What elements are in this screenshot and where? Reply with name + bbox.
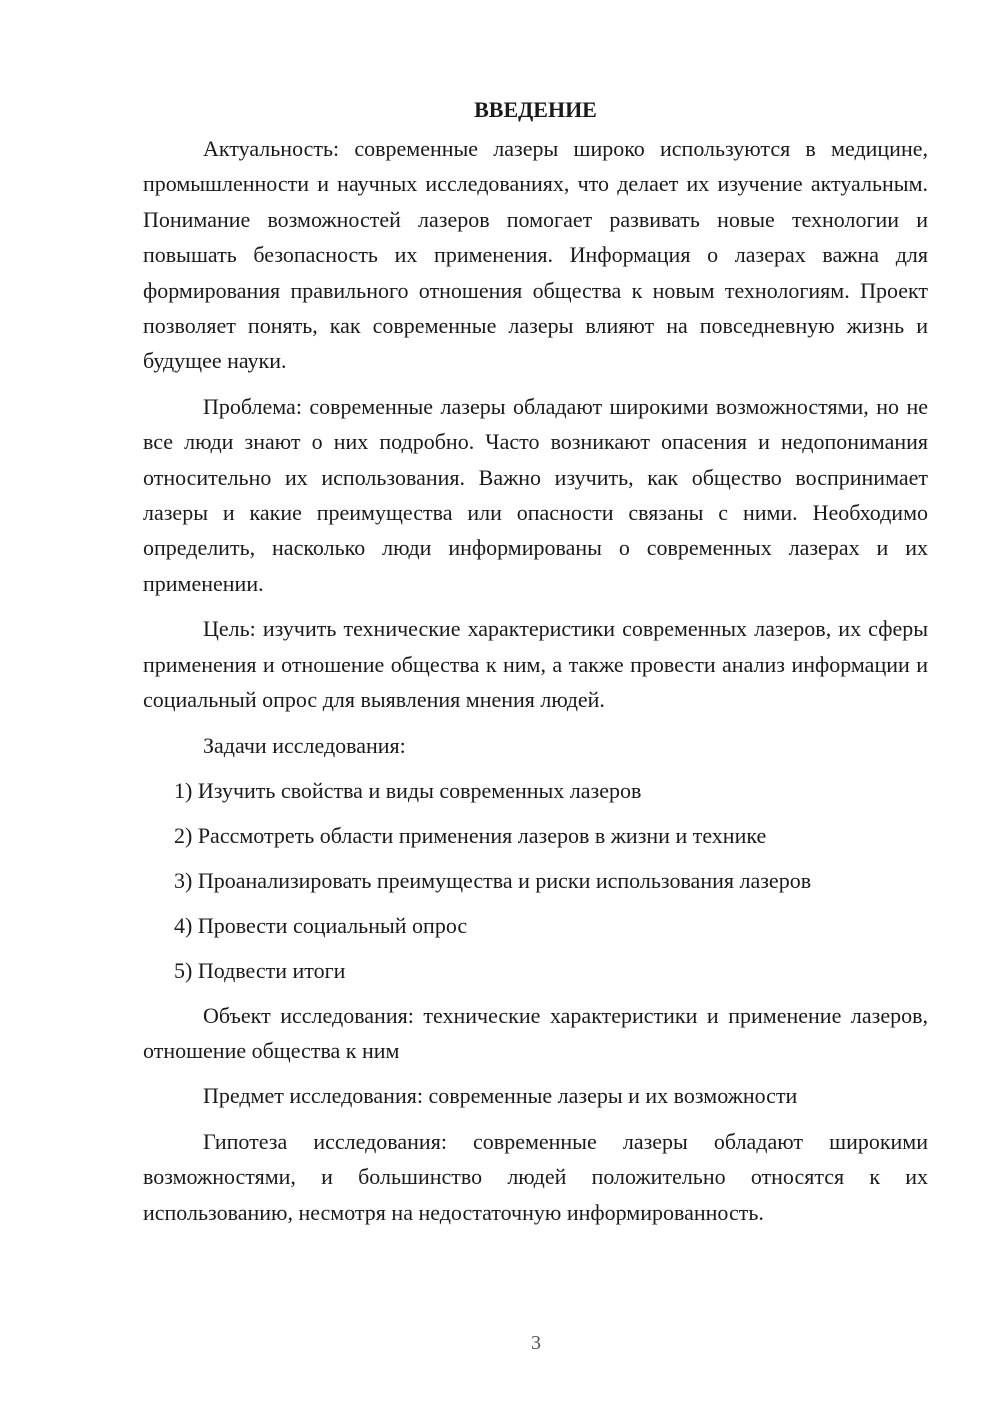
document-page [143, 92, 928, 1240]
page-title: ВВЕДЕНИЕ [474, 97, 597, 122]
tasks-heading: Задачи исследования: [203, 732, 406, 758]
goal-paragraph: Цель: изучить технические характеристики современных лазеров, их сферы применения и отношение общества к ним, а также провести анализ информации и социальный опрос для выявления мнения людей. [143, 616, 928, 713]
task-item-5: 5) Подвести итоги [174, 957, 346, 983]
task-item-1: 1) Изучить свойства и виды современных лазеров [174, 777, 642, 803]
page-number: 3 [531, 1332, 541, 1354]
task-item-2: 2) Рассмотреть области применения лазеров в жизни и технике [174, 822, 767, 848]
task-item-3: 3) Проанализировать преимущества и риски использования лазеров [174, 867, 812, 893]
hypothesis-paragraph: Гипотеза исследования: современные лазеры обладают широкими возможностями, и большинство людей положительно относятся к их использованию, несмотря на недостаточную информированность. [143, 1128, 928, 1225]
subject-paragraph: Предмет исследования: современные лазеры и их возможности [203, 1083, 798, 1109]
object-paragraph: Объект исследования: технические характеристики и применение лазеров, отношение общества к ним [143, 1002, 928, 1063]
task-item-4: 4) Провести социальный опрос [174, 912, 468, 938]
problem-paragraph: Проблема: современные лазеры обладают широкими возможностями, но не все люди знают о них подробно. Часто возникают опасения и недопонимания относительно их использования. Важно изучить, как общество воспринимает лазеры и какие преимущества или опасности связаны с ними. Необходимо определить, насколько люди информированы о современных лазерах и их применении. [143, 393, 928, 596]
relevance-paragraph: Актуальность: современные лазеры широко используются в медицине, промышленности и научных исследованиях, что делает их изучение актуальным. Понимание возможностей лазеров помогает развивать новые технологии и повышать безопасность их применения. Информация о лазерах важна для формирования правильного отношения общества к новым технологиям. Проект позволяет понять, как современные лазеры влияют на повседневную жизнь и будущее науки. [143, 136, 928, 374]
